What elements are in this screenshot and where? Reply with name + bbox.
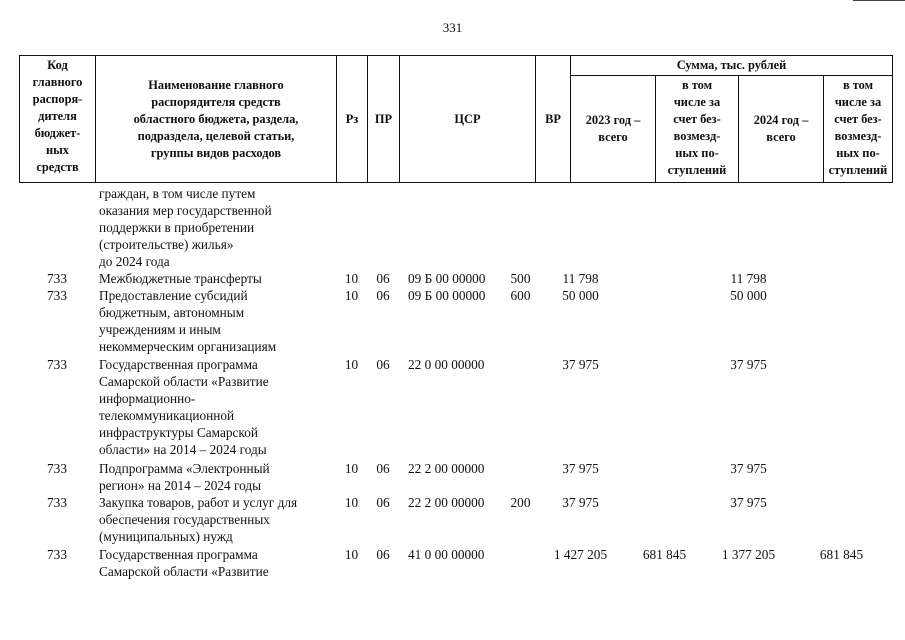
row-code: 733	[47, 271, 67, 286]
header-name-line: областного бюджета, раздела,	[133, 111, 299, 126]
row-csr: 22 0 00 00000	[408, 357, 485, 372]
header-vr: ВР	[536, 56, 571, 183]
row-name: граждан, в том числе путем оказания мер государственной поддержки в приобретении (строительстве) жилья» до 2024 года	[99, 186, 272, 269]
row-pr: 06	[376, 547, 390, 562]
row-sum-2023: 11 798	[562, 271, 599, 286]
row-free-2023: 681 845	[642, 547, 687, 562]
row-csr: 41 0 00 00000	[408, 547, 485, 562]
row-rz: 10	[344, 357, 359, 372]
header-name-line: распорядителя средств	[151, 94, 281, 109]
row-code: 733	[47, 461, 67, 476]
header-2023-incl: в том числе за счет без- возмезд- ных по- ступлений	[656, 76, 739, 183]
header-rz: Рз	[337, 56, 368, 183]
row-rz: 10	[344, 461, 359, 476]
row-pr: 06	[376, 495, 390, 510]
row-name: Подпрограмма «Электронный регион» на 2014 – 2024 годы	[99, 461, 270, 493]
row-sum-2024: 37 975	[730, 461, 767, 476]
row-pr: 06	[376, 357, 390, 372]
header-code-line: средств	[36, 160, 79, 174]
row-sum-2023: 37 975	[562, 495, 599, 510]
row-sum-2023: 1 427 205	[553, 547, 608, 562]
row-csr: 22 2 00 00000	[408, 495, 485, 510]
table-header	[19, 55, 893, 183]
row-sum-2023: 50 000	[562, 288, 599, 303]
row-name: Государственная программа Самарской области «Развитие информационно- телекоммуникационной инфраструктуры Самарской области» на 2014 – 2024 годы	[99, 357, 269, 457]
row-rz: 10	[344, 271, 359, 286]
header-name	[96, 56, 337, 183]
row-code: 733	[47, 288, 67, 303]
header-code-line: ных	[45, 143, 69, 157]
header-code-line: главного	[32, 75, 83, 89]
row-sum-2023: 37 975	[562, 461, 599, 476]
header-sum-title: Сумма, тыс. рублей	[571, 56, 893, 76]
row-sum-2024: 11 798	[730, 271, 767, 286]
row-code: 733	[47, 547, 67, 562]
row-sum-2024: 1 377 205	[721, 547, 776, 562]
row-name: Закупка товаров, работ и услуг для обеспечения государственных (муниципальных) нужд	[99, 495, 298, 544]
row-pr: 06	[376, 271, 390, 286]
row-pr: 06	[376, 288, 390, 303]
row-sum-2024: 50 000	[730, 288, 767, 303]
header-name-line: подраздела, целевой статьи,	[137, 128, 295, 143]
row-rz: 10	[344, 288, 359, 303]
row-sum-2024: 37 975	[730, 357, 767, 372]
row-vr: 200	[510, 495, 531, 510]
page-number: 331	[442, 20, 463, 35]
header-code-line: бюджет-	[34, 126, 81, 140]
row-code: 733	[47, 357, 67, 372]
row-csr: 09 Б 00 00000	[408, 271, 486, 286]
header-name-line: группы видов расходов	[150, 145, 282, 160]
row-name: Предоставление субсидий бюджетным, автономным учреждениям и иным некоммерческим организациям	[99, 288, 277, 354]
row-vr: 500	[510, 271, 531, 286]
row-rz: 10	[344, 495, 359, 510]
row-name: Межбюджетные трансферты	[99, 271, 262, 286]
row-code: 733	[47, 495, 67, 510]
row-csr: 22 2 00 00000	[408, 461, 485, 476]
row-rz: 10	[344, 547, 359, 562]
header-pr: ПР	[368, 56, 400, 183]
row-free-2024: 681 845	[819, 547, 864, 562]
header-code-line: распоря-	[32, 92, 83, 106]
header-code-line: дителя	[38, 109, 77, 123]
header-csr: ЦСР	[400, 56, 536, 183]
row-sum-2024: 37 975	[730, 495, 767, 510]
row-vr: 600	[510, 288, 531, 303]
row-name: Государственная программа Самарской области «Развитие	[99, 547, 269, 579]
header-code-line: Код	[47, 58, 68, 72]
header-2023-total: 2023 год – всего	[571, 76, 656, 183]
header-code	[20, 56, 96, 183]
row-pr: 06	[376, 461, 390, 476]
row-csr: 09 Б 00 00000	[408, 288, 486, 303]
header-name-line: Наименование главного	[148, 77, 284, 92]
top-edge-line	[853, 0, 905, 1]
header-2024-incl: в том числе за счет без- возмезд- ных по- ступлений	[824, 76, 893, 183]
row-sum-2023: 37 975	[562, 357, 599, 372]
header-2024-total: 2024 год – всего	[739, 76, 824, 183]
